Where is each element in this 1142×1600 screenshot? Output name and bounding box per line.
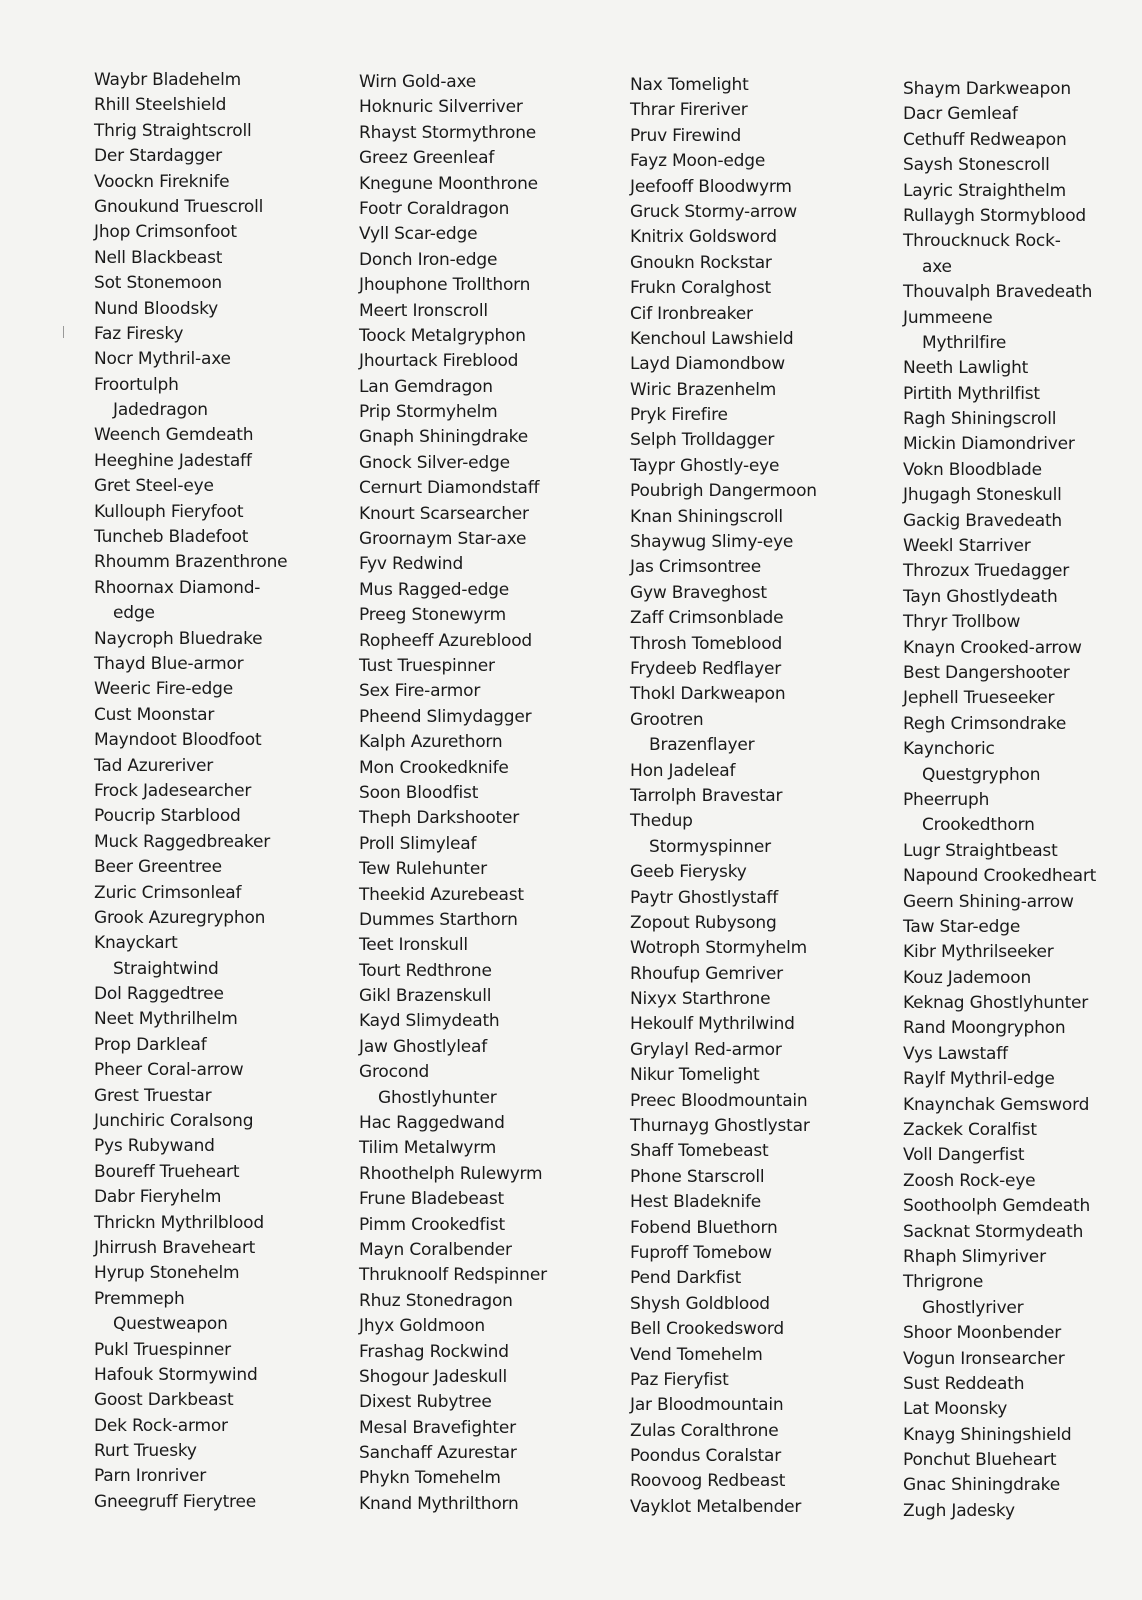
name-entry: Layd Diamondbow [630, 354, 785, 375]
name-entry: Frashag Rockwind [359, 1341, 509, 1362]
name-entry: Frune Bladebeast [359, 1189, 504, 1210]
name-entry: Mus Ragged-edge [359, 579, 510, 600]
name-entry: Thruknoolf Redspinner [359, 1265, 547, 1286]
name-entry: Zuric Crimsonleaf [94, 882, 242, 903]
name-entry: Heeghine Jadestaff [94, 450, 252, 471]
name-entry: Pheend Slimydagger [359, 706, 532, 727]
name-entry: Rullaygh Stormyblood [903, 205, 1086, 226]
name-entry: Hyrup Stonehelm [94, 1263, 240, 1284]
name-entry: Pimm Crookedfist [359, 1214, 505, 1235]
name-entry: Knan Shiningscroll [630, 506, 783, 527]
name-entry-continuation: edge [113, 603, 155, 624]
name-entry: Boureff Trueheart [94, 1161, 240, 1182]
name-entry: Knand Mythrilthorn [359, 1493, 519, 1514]
name-entry: Rhoothelph Rulewyrm [359, 1163, 543, 1184]
name-entry: Thrigrone [903, 1272, 984, 1293]
name-entry: Lugr Straightbeast [903, 840, 1058, 861]
name-entry: Tew Rulehunter [359, 859, 487, 880]
name-entry: Rhoumm Brazenthrone [94, 552, 288, 573]
name-entry: Grook Azuregryphon [94, 907, 266, 928]
name-entry: Grest Truestar [94, 1085, 212, 1106]
name-entry-continuation: Stormyspinner [649, 836, 771, 857]
name-entry: Parn Ironriver [94, 1466, 206, 1487]
name-entry: Weekl Starriver [903, 536, 1031, 557]
name-entry: Pheer Coral-arrow [94, 1060, 244, 1081]
name-entry: Froortulph [94, 374, 179, 395]
name-entry: Jeefooff Bloodwyrm [630, 176, 792, 197]
name-entry: Jhyx Goldmoon [359, 1316, 485, 1337]
name-entry: Taw Star-edge [903, 916, 1021, 937]
name-entry: Fuproff Tomebow [630, 1242, 772, 1263]
name-entry: Phykn Tomehelm [359, 1468, 501, 1489]
name-entry: Mon Crookedknife [359, 757, 509, 778]
name-entry: Rhoufup Gemriver [630, 963, 783, 984]
name-entry: Roovoog Redbeast [630, 1471, 786, 1492]
name-entry: Zugh Jadesky [903, 1500, 1015, 1521]
name-entry: Gyw Braveghost [630, 582, 767, 603]
name-entry-continuation: Ghostlyhunter [378, 1087, 497, 1108]
name-entry-continuation: Questgryphon [922, 764, 1041, 785]
name-entry: Gnac Shiningdrake [903, 1475, 1060, 1496]
name-entry: Kibr Mythrilseeker [903, 942, 1054, 963]
name-entry: Junchiric Coralsong [94, 1111, 254, 1132]
name-entry: Knourt Scarsearcher [359, 503, 529, 524]
name-entry: Greez Greenleaf [359, 148, 495, 169]
name-entry: Thouvalph Bravedeath [903, 282, 1093, 303]
name-entry: Nixyx Starthrone [630, 989, 771, 1010]
name-entry: Jummeene [903, 307, 993, 328]
name-entry: Kaynchoric [903, 739, 995, 760]
name-entry: Soon Bloodfist [359, 782, 479, 803]
name-entry: Hafouk Stormywind [94, 1364, 258, 1385]
name-column-4 [903, 77, 1142, 1524]
name-entry: Sacknat Stormydeath [903, 1221, 1084, 1242]
name-entry: Sust Reddeath [903, 1373, 1025, 1394]
name-entry: Dummes Starthorn [359, 909, 518, 930]
name-entry: Pruv Firewind [630, 125, 742, 146]
name-entry: Gnock Silver-edge [359, 452, 510, 473]
name-entry: Thedup [630, 811, 693, 832]
name-entry: Kouz Jademoon [903, 967, 1032, 988]
name-entry: Bell Crookedsword [630, 1319, 784, 1340]
name-entry: Kalph Azurethorn [359, 732, 503, 753]
name-entry: Goost Darkbeast [94, 1390, 234, 1411]
name-entry: Lan Gemdragon [359, 376, 493, 397]
name-entry: Jhirrush Braveheart [94, 1237, 256, 1258]
name-entry: Nell Blackbeast [94, 247, 223, 268]
name-entry: Thryr Trollbow [903, 612, 1021, 633]
name-entry: Shaym Darkweapon [903, 79, 1071, 99]
name-entry: Jhugagh Stoneskull [903, 485, 1062, 506]
name-entry: Proll Slimyleaf [359, 833, 477, 854]
name-entry: Throsh Tomeblood [630, 633, 783, 654]
name-entry: Sanchaff Azurestar [359, 1443, 517, 1464]
name-entry: Nax Tomelight [630, 75, 749, 95]
name-entry: Regh Crimsondrake [903, 713, 1067, 734]
name-entry: Pryk Firefire [630, 405, 728, 426]
name-entry: Gnoukn Rockstar [630, 252, 772, 273]
name-entry: Mesal Bravefighter [359, 1417, 516, 1438]
name-entry: Shogour Jadeskull [359, 1366, 508, 1387]
name-entry: Voockn Fireknife [94, 171, 230, 192]
name-entry: Pys Rubywand [94, 1136, 215, 1157]
name-entry: Rurt Truesky [94, 1441, 197, 1462]
name-entry-continuation: Brazenflayer [649, 735, 755, 756]
name-entry: Hon Jadeleaf [630, 760, 736, 781]
name-entry: Pend Darkfist [630, 1268, 742, 1289]
name-entry: Soothoolph Gemdeath [903, 1196, 1091, 1217]
name-entry: Hekoulf Mythrilwind [630, 1014, 795, 1035]
name-entry: Muck Raggedbreaker [94, 831, 271, 852]
name-entry: Vyll Scar-edge [359, 224, 478, 245]
name-entry: Pheerruph [903, 789, 990, 810]
name-entry: Selph Trolldagger [630, 430, 775, 451]
name-entry: Mickin Diamondriver [903, 434, 1075, 455]
name-entry: Ropheeff Azureblood [359, 630, 533, 651]
name-entry: Knayckart [94, 933, 178, 954]
name-entry: Naycroph Bluedrake [94, 628, 263, 649]
name-entry: Vogun Ironsearcher [903, 1348, 1065, 1369]
name-entry: Waybr Bladehelm [94, 70, 241, 90]
name-entry: Cif Ironbreaker [630, 303, 753, 324]
name-entry: Poubrigh Dangermoon [630, 481, 817, 502]
name-entry: Shaywug Slimy-eye [630, 532, 794, 553]
name-entry-continuation: Mythrilfire [922, 332, 1007, 353]
name-entry: Knaynchak Gemsword [903, 1094, 1090, 1115]
name-entry: Napound Crookedheart [903, 866, 1097, 887]
name-entry: Geern Shining-arrow [903, 891, 1074, 912]
name-entry: Prop Darkleaf [94, 1034, 207, 1055]
name-entry: Weench Gemdeath [94, 425, 254, 446]
name-entry: Grootren [630, 709, 704, 730]
name-entry: Shysh Goldblood [630, 1293, 770, 1314]
name-entry: Nund Bloodsky [94, 298, 218, 319]
name-entry: Preeg Stonewyrm [359, 605, 506, 626]
name-entry: Gikl Brazenskull [359, 986, 492, 1007]
name-entry: Gnoukund Truescroll [94, 196, 264, 217]
name-entry: Gackig Bravedeath [903, 510, 1062, 531]
name-entry: Pukl Truespinner [94, 1339, 231, 1360]
name-entry: Tad Azureriver [94, 755, 214, 776]
name-entry: Zulas Coralthrone [630, 1420, 779, 1441]
name-entry: Jaw Ghostlyleaf [359, 1036, 487, 1057]
name-entry: Frydeeb Redflayer [630, 658, 782, 679]
name-entry: Voll Dangerfist [903, 1145, 1025, 1166]
name-entry: Shaff Tomebeast [630, 1141, 769, 1162]
name-entry: Jhouphone Trollthorn [359, 275, 531, 296]
name-entry: Poucrip Starblood [94, 806, 241, 827]
name-entry: Raylf Mythril-edge [903, 1069, 1055, 1090]
name-entry: Cust Moonstar [94, 704, 215, 725]
name-entry: Zackek Coralfist [903, 1120, 1037, 1141]
name-entry: Kenchoul Lawshield [630, 328, 794, 349]
name-entry: Rhayst Stormythrone [359, 122, 537, 143]
name-entry: Knegune Moonthrone [359, 173, 538, 194]
name-entry: Wotroph Stormyhelm [630, 938, 807, 959]
name-entry: Dek Rock-armor [94, 1415, 228, 1436]
name-entry: Knayg Shiningshield [903, 1424, 1072, 1445]
name-entry: Rand Moongryphon [903, 1018, 1066, 1039]
name-entry: Sot Stonemoon [94, 273, 222, 294]
name-entry: Ragh Shiningscroll [903, 409, 1057, 430]
name-entry: Prip Stormyhelm [359, 402, 498, 423]
name-entry: Vys Lawstaff [903, 1043, 1008, 1064]
name-entry: Best Dangershooter [903, 662, 1070, 683]
name-entry-continuation: axe [922, 256, 952, 277]
name-column-3 [630, 73, 875, 1520]
name-entry: Mayn Coralbender [359, 1239, 512, 1260]
name-entry: Wiric Brazenhelm [630, 379, 777, 400]
name-entry: Hac Raggedwand [359, 1113, 505, 1134]
name-entry: Rhill Steelshield [94, 95, 227, 116]
name-entry: Jhop Crimsonfoot [94, 222, 237, 243]
name-entry: Tarrolph Bravestar [630, 785, 783, 806]
name-entry: Wirn Gold-axe [359, 72, 477, 92]
name-entry: Nocr Mythril-axe [94, 349, 231, 370]
name-entry: Jephell Trueseeker [903, 688, 1055, 709]
name-entry: Dol Raggedtree [94, 984, 224, 1005]
name-entry: Thokl Darkweapon [630, 684, 786, 705]
name-entry: Hest Bladeknife [630, 1192, 762, 1213]
name-entry: Faz Firesky [94, 323, 184, 344]
name-entry: Nikur Tomelight [630, 1065, 760, 1086]
name-entry: Grylayl Red-armor [630, 1039, 782, 1060]
name-entry: Preec Bloodmountain [630, 1090, 808, 1111]
name-entry: Frock Jadesearcher [94, 780, 252, 801]
name-entry: Rhuz Stonedragon [359, 1290, 513, 1311]
name-entry: Tuncheb Bladefoot [94, 527, 249, 548]
name-entry: Taypr Ghostly-eye [630, 455, 780, 476]
name-entry-continuation: Questweapon [113, 1314, 228, 1335]
name-entry: Hoknuric Silverriver [359, 97, 523, 118]
name-entry: Rhaph Slimyriver [903, 1246, 1046, 1267]
name-entry: Zoosh Rock-eye [903, 1170, 1036, 1191]
name-entry: Shoor Moonbender [903, 1323, 1062, 1344]
name-entry: Meert Ironscroll [359, 300, 488, 321]
name-entry: Keknag Ghostlyhunter [903, 993, 1089, 1014]
name-column-1 [94, 68, 339, 1515]
name-entry-continuation: Crookedthorn [922, 815, 1035, 836]
name-entry: Premmeph [94, 1288, 185, 1309]
name-entry: Thrig Straightscroll [94, 120, 252, 141]
name-entry: Frukn Coralghost [630, 278, 772, 299]
name-entry: Poondus Coralstar [630, 1446, 781, 1467]
name-entry: Tayn Ghostlydeath [903, 586, 1058, 607]
name-entry: Donch Iron-edge [359, 249, 498, 270]
name-entry: Dixest Rubytree [359, 1392, 492, 1413]
name-entry: Groornaym Star-axe [359, 529, 527, 550]
name-entry: Pirtith Mythrilfist [903, 383, 1040, 404]
name-entry: Toock Metalgryphon [359, 325, 526, 346]
name-entry: Tourt Redthrone [359, 960, 492, 981]
name-entry-continuation: Ghostlyriver [922, 1297, 1024, 1318]
name-column-2 [359, 70, 604, 1517]
name-entry: Jar Bloodmountain [630, 1395, 784, 1416]
name-entry: Fyv Redwind [359, 554, 464, 575]
name-entry: Thurnayg Ghostlystar [630, 1116, 810, 1137]
name-entry: Geeb Fierysky [630, 862, 747, 883]
name-entry: Cethuff Redweapon [903, 129, 1067, 150]
name-entry: Rhoornax Diamond- [94, 577, 261, 598]
name-entry: Phone Starscroll [630, 1166, 765, 1187]
margin-mark [63, 326, 64, 338]
name-entry: Der Stardagger [94, 146, 222, 167]
name-entry: Jas Crimsontree [630, 557, 762, 578]
name-entry: Beer Greentree [94, 857, 222, 878]
name-entry: Gret Steel-eye [94, 476, 214, 497]
name-entry: Teet Ironskull [359, 935, 468, 956]
name-entry: Knayn Crooked-arrow [903, 637, 1082, 658]
name-entry-continuation: Straightwind [113, 958, 219, 979]
name-entry: Vokn Bloodblade [903, 459, 1042, 480]
name-entry: Gnaph Shiningdrake [359, 427, 528, 448]
name-entry: Kullouph Fieryfoot [94, 501, 244, 522]
name-entry: Weeric Fire-edge [94, 679, 233, 700]
name-entry: Zaff Crimsonblade [630, 608, 784, 629]
name-entry: Gruck Stormy-arrow [630, 201, 797, 222]
name-entry: Paytr Ghostlystaff [630, 887, 778, 908]
name-entry: Saysh Stonescroll [903, 155, 1050, 176]
name-entry: Gneegruff Fierytree [94, 1491, 256, 1512]
name-entry: Theekid Azurebeast [359, 884, 524, 905]
name-entry: Zopout Rubysong [630, 912, 777, 933]
name-entry: Throzux Truedagger [903, 561, 1070, 582]
name-entry: Theph Darkshooter [359, 808, 520, 829]
name-entry: Layric Straighthelm [903, 180, 1066, 201]
name-entry: Cernurt Diamondstaff [359, 478, 540, 499]
name-entry: Fobend Bluethorn [630, 1217, 778, 1238]
name-entry: Paz Fieryfist [630, 1369, 729, 1390]
name-entry: Ponchut Blueheart [903, 1450, 1057, 1471]
name-entry: Dabr Fieryhelm [94, 1187, 222, 1208]
name-entry-continuation: Jadedragon [113, 400, 208, 421]
name-entry: Lat Moonsky [903, 1399, 1008, 1420]
name-entry: Thrar Fireriver [630, 100, 748, 121]
name-entry: Jhourtack Fireblood [359, 351, 519, 372]
name-entry: Vend Tomehelm [630, 1344, 763, 1365]
name-entry: Sex Fire-armor [359, 681, 481, 702]
name-entry: Thayd Blue-armor [94, 653, 244, 674]
name-entry: Grocond [359, 1062, 430, 1083]
name-entry: Thrickn Mythrilblood [94, 1212, 264, 1233]
name-entry: Tilim Metalwyrm [359, 1138, 497, 1159]
name-entry: Dacr Gemleaf [903, 104, 1018, 125]
name-entry: Vayklot Metalbender [630, 1496, 802, 1517]
name-entry: Kayd Slimydeath [359, 1011, 500, 1032]
name-entry: Fayz Moon-edge [630, 151, 766, 172]
name-entry: Tust Truespinner [359, 655, 495, 676]
name-entry: Neet Mythrilhelm [94, 1009, 238, 1030]
name-entry: Mayndoot Bloodfoot [94, 730, 262, 751]
name-entry: Throucknuck Rock- [903, 231, 1061, 252]
name-entry: Knitrix Goldsword [630, 227, 777, 248]
name-entry: Footr Coraldragon [359, 198, 510, 219]
name-entry: Neeth Lawlight [903, 358, 1029, 379]
